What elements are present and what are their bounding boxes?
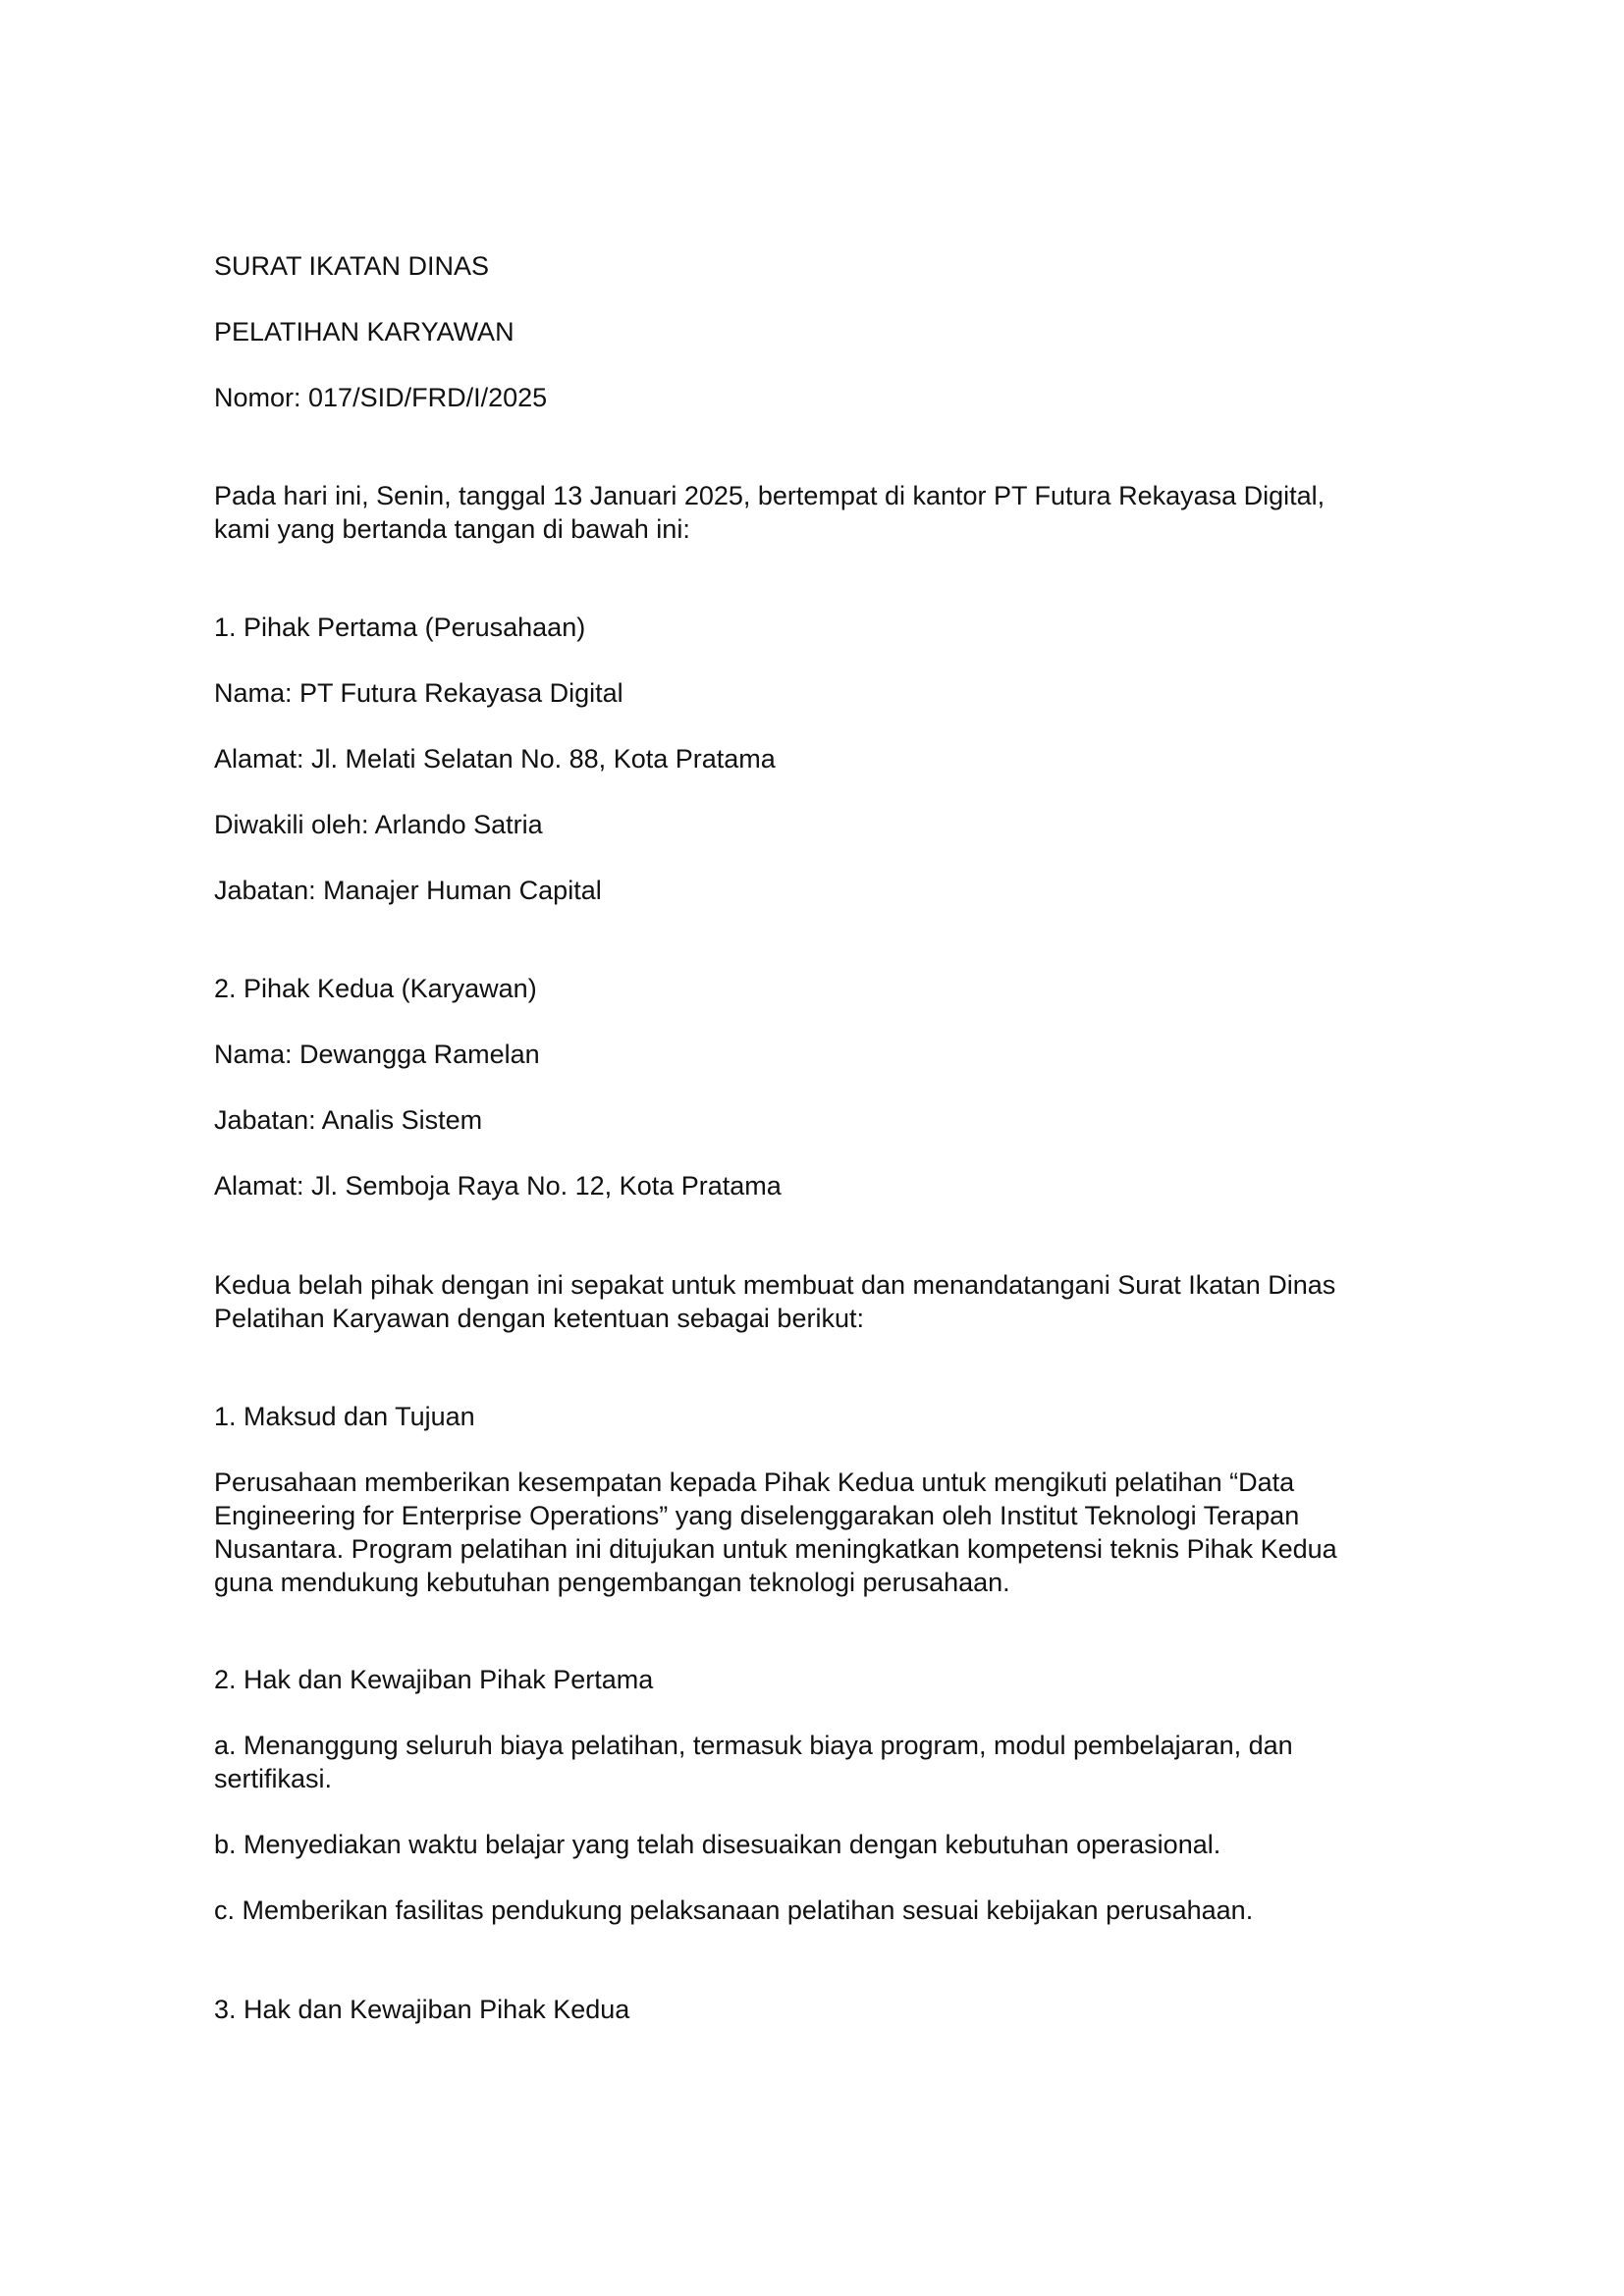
section-1-heading: 1. Maksud dan Tujuan: [214, 1402, 475, 1431]
section-1-body: Perusahaan memberikan kesempatan kepada Pihak Kedua untuk mengikuti pelatihan “Data Engineering for Enterprise Operations” yang diselenggarakan oleh Institut Teknologi Terapan Nusantara. Program pelatihan ini ditujukan untuk meningkatkan kompetensi teknis Pihak Kedua guna mendukung kebutuhan pengembangan teknologi perusahaan.: [214, 1468, 1337, 1597]
party-two-position: Jabatan: Analis Sistem: [214, 1105, 483, 1135]
section-2-item-a: a. Menanggung seluruh biaya pelatihan, termasuk biaya program, modul pembelajaran, dan sertifikasi.: [214, 1731, 1293, 1793]
party-one-name: Nama: PT Futura Rekayasa Digital: [214, 678, 623, 708]
party-one-heading: 1. Pihak Pertama (Perusahaan): [214, 613, 586, 642]
party-one-representative: Diwakili oleh: Arlando Satria: [214, 810, 543, 839]
section-2-item-b: b. Menyediakan waktu belajar yang telah disesuaikan dengan kebutuhan operasional.: [214, 1830, 1221, 1859]
section-3-heading: 3. Hak dan Kewajiban Pihak Kedua: [214, 1995, 630, 2024]
party-one-address: Alamat: Jl. Melati Selatan No. 88, Kota Pratama: [214, 744, 776, 774]
party-two-heading: 2. Pihak Kedua (Karyawan): [214, 974, 537, 1003]
document-subtitle: PELATIHAN KARYAWAN: [214, 317, 514, 347]
party-one-position: Jabatan: Manajer Human Capital: [214, 876, 602, 905]
section-2-item-c: c. Memberikan fasilitas pendukung pelaksanaan pelatihan sesuai kebijakan perusahaan.: [214, 1896, 1254, 1925]
opening-paragraph: Pada hari ini, Senin, tanggal 13 Januari 2025, bertempat di kantor PT Futura Rekayasa Digital, kami yang bertanda tangan di bawah ini:: [214, 481, 1326, 544]
party-two-address: Alamat: Jl. Semboja Raya No. 12, Kota Pratama: [214, 1171, 782, 1201]
section-2-heading: 2. Hak dan Kewajiban Pihak Pertama: [214, 1665, 654, 1694]
document-title: SURAT IKATAN DINAS: [214, 251, 490, 281]
document-number: Nomor: 017/SID/FRD/I/2025: [214, 383, 548, 412]
agreement-intro: Kedua belah pihak dengan ini sepakat untuk membuat dan menandatangani Surat Ikatan Dinas Pelatihan Karyawan dengan ketentuan sebagai berikut:: [214, 1270, 1336, 1333]
party-two-name: Nama: Dewangga Ramelan: [214, 1040, 540, 1069]
